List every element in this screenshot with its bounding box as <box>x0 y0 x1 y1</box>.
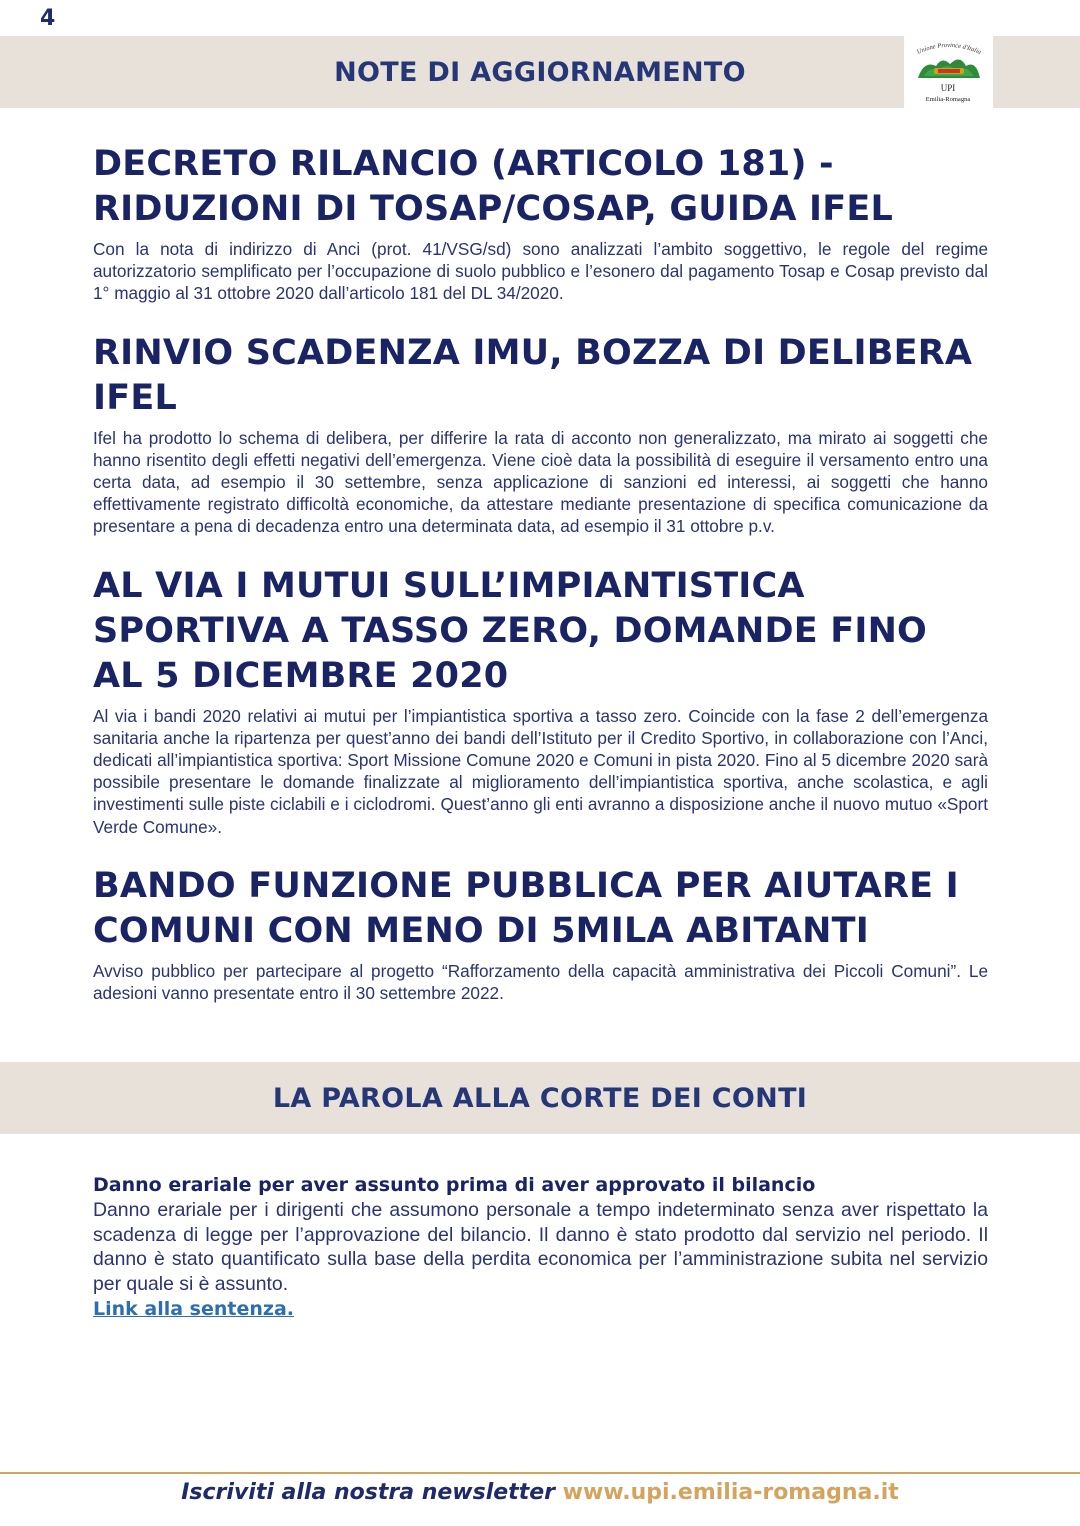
logo-region: Emilia-Romagna <box>925 96 971 103</box>
page-number: 4 <box>40 6 56 31</box>
footer <box>0 1480 1080 1512</box>
court-section-title: LA PAROLA ALLA CORTE DEI CONTI <box>272 1082 808 1114</box>
court-item <box>93 1172 988 1322</box>
article-title: DECRETO RILANCIO (ARTICOLO 181) - RIDUZIONI DI TOSAP/COSAP, GUIDA IFEL <box>93 144 893 229</box>
court-item-title: Danno erariale per aver assunto prima di aver approvato il bilancio <box>93 1174 816 1196</box>
upi-logo-icon <box>904 36 993 108</box>
logo-acronym: UPI <box>940 83 956 93</box>
section-title: NOTE DI AGGIORNAMENTO <box>334 56 746 88</box>
article <box>93 864 988 1004</box>
article <box>93 564 988 838</box>
articles <box>93 142 988 1030</box>
court-item-body: Danno erariale per i dirigenti che assumono personale a tempo indeterminato senza aver rispettato la scadenza di legge per l’approvazione del bilancio. Il danno è stato prodotto dal servizio nel periodo. Il danno è stato quantificato sulla base della perdita economica per l’amministrazione subita nel servizio per quale si è assunto. <box>93 1199 988 1295</box>
article-body: Al via i bandi 2020 relativi ai mutui per l’impiantistica sportiva a tasso zero. Coincide con la fase 2 dell’emergenza sanitaria anche la ripartenza per quest’anno dei bandi dell’Istituto per il Credito Sportivo, in collaborazione con l’Anci, dedicati all’impiantistica sportiva: Sport Missione Comune 2020 e Comuni in pista 2020. Fino al 5 dicembre 2020 sarà possibile presentare le domande finalizzate al miglioramento dell’impiantistica sportiva, anche scolastica, e agli investimenti sulle piste ciclabili e i ciclodromi. Quest’anno gli enti avranno a disposizione anche il nuovo mutuo «Sport Verde Comune». <box>93 705 988 837</box>
article <box>93 331 988 538</box>
article <box>93 142 988 305</box>
sentence-link[interactable]: Link alla sentenza. <box>93 1298 294 1320</box>
footer-divider <box>0 1472 1080 1474</box>
newsletter-text: Iscriviti alla nostra newsletter <box>181 1480 555 1505</box>
article-title: BANDO FUNZIONE PUBBLICA PER AIUTARE I COMUNI CON MENO DI 5MILA ABITANTI <box>93 865 959 951</box>
newsletter-link[interactable]: www.upi.emilia-romagna.it <box>562 1480 899 1505</box>
article-title: AL VIA I MUTUI SULL’IMPIANTISTICA SPORTIVA A TASSO ZERO, DOMANDE FINO AL 5 DICEMBRE 2020 <box>93 565 928 696</box>
logo-emblem <box>918 59 980 78</box>
upi-logo <box>904 36 993 108</box>
court-section-header <box>0 1062 1080 1134</box>
article-body: Con la nota di indirizzo di Anci (prot. 41/VSG/sd) sono analizzati l’ambito soggettivo, le regole del regime autorizzatorio semplificato per l’occupazione di suolo pubblico e l’esonero dal pagamento Tosap e Cosap previsto dal 1° maggio al 31 ottobre 2020 dall’articolo 181 del DL 34/2020. <box>93 239 988 304</box>
svg-text:Unione Province d'Italia <box>916 42 982 56</box>
article-body: Ifel ha prodotto lo schema di delibera, per differire la rata di acconto non generalizzato, ma mirato ai soggetti che hanno risentito degli effetti negativi dell’emergenza. Viene cioè data la possibilità di eseguire il versamento entro una certa data, ad esempio il 30 settembre, senza applicazione di sanzioni ed interessi, ai soggetti che hanno effettivamente registrato difficoltà economiche, da attestare mediante presentazione di specifica comunicazione da presentare a pena di decadenza entro una determinata data, ad esempio il 31 ottobre p.v. <box>93 427 988 537</box>
article-title: RINVIO SCADENZA IMU, BOZZA DI DELIBERA IFEL <box>93 332 973 418</box>
logo-arc-text: Unione Province d'Italia <box>915 41 983 56</box>
article-body: Avviso pubblico per partecipare al progetto “Rafforzamento della capacità amministrativa dei Piccoli Comuni”. Le adesioni vanno presentate entro il 30 settembre 2022. <box>93 960 988 1004</box>
